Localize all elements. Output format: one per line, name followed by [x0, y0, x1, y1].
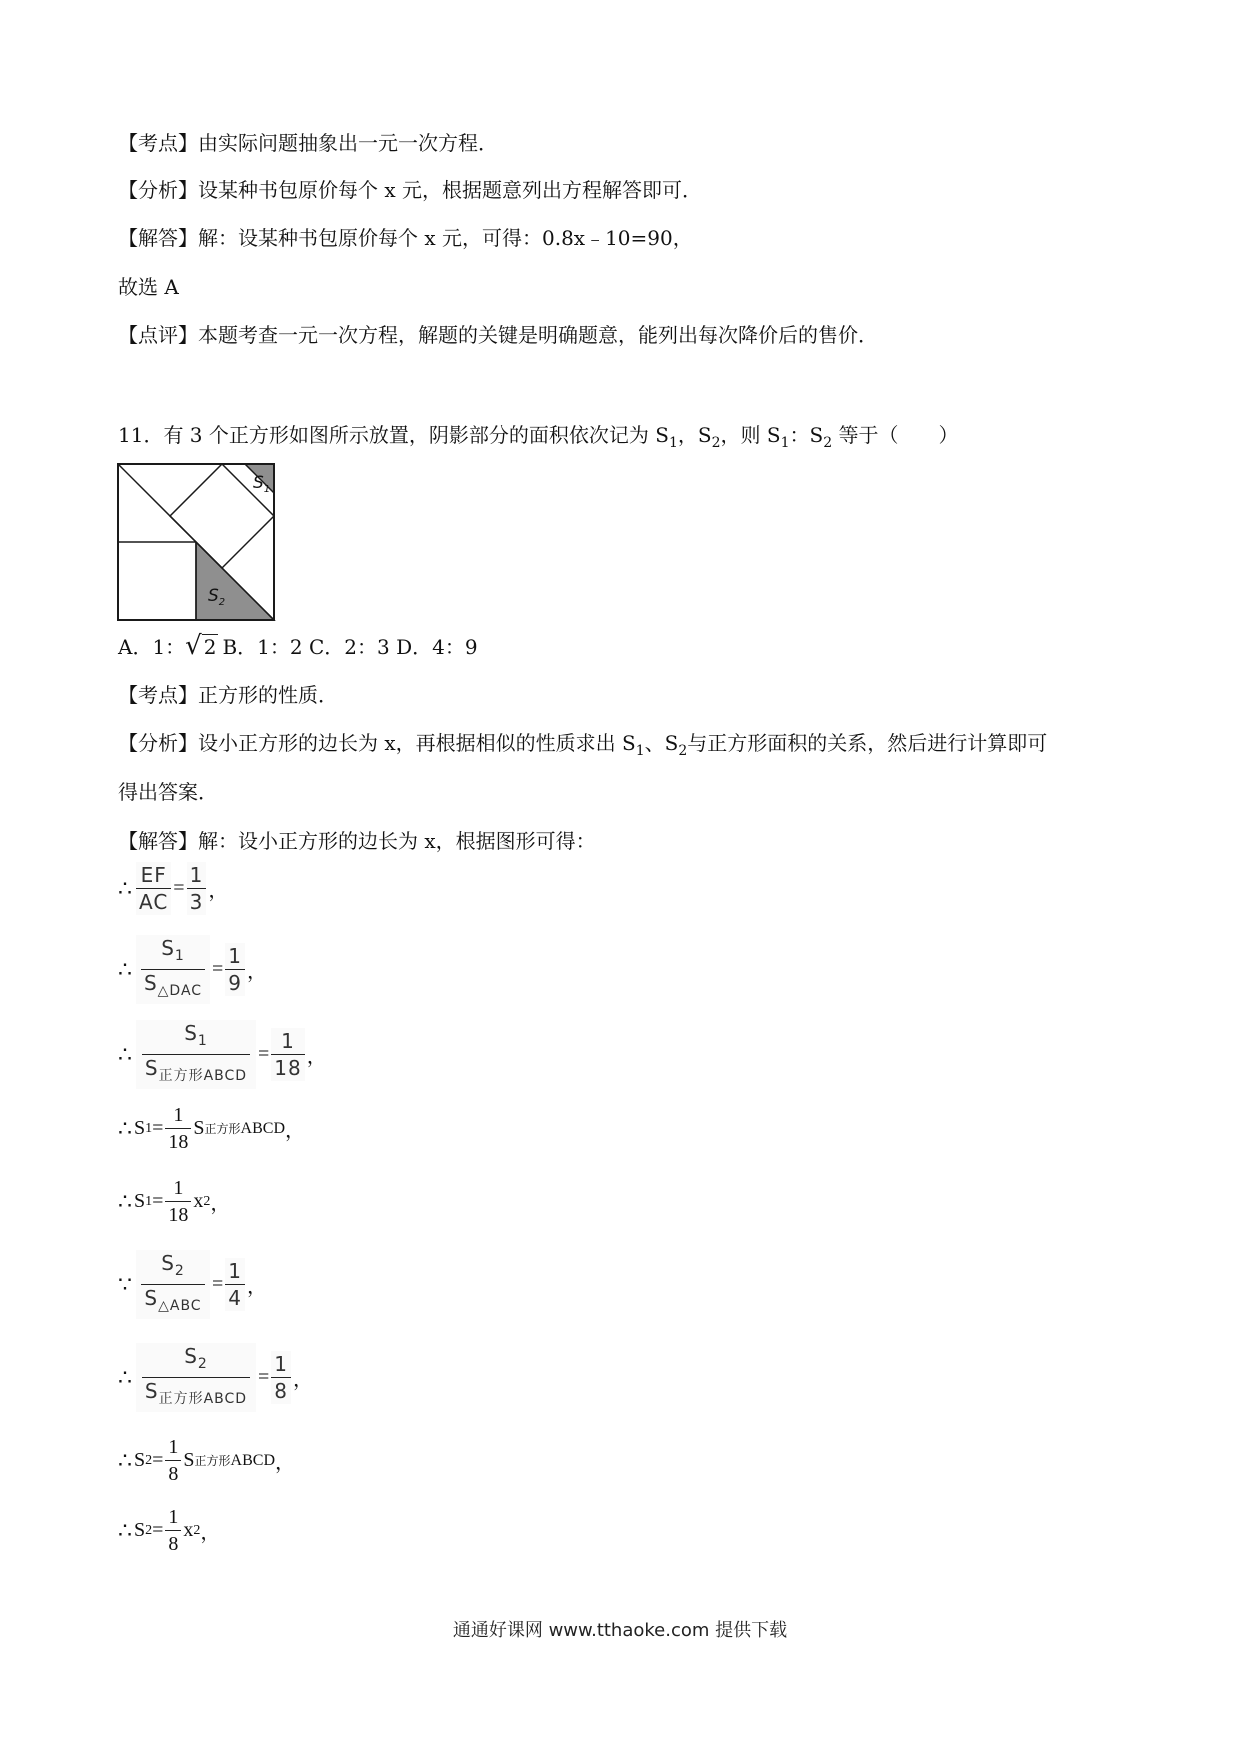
fenxi-line-2a: 【分析】设小正方形的边长为 x，再根据相似的性质求出 $S_1$、$S_2$与正方形面积的关系，然后进行计算即可	[118, 731, 1048, 759]
kaodian-line-1: 【考点】由实际问题抽象出一元一次方程．	[118, 131, 498, 155]
step-s1-square: ∴ $\frac{S_1}{S_{正方形ABCD}}$ = $\frac{1}{18}$ ，	[118, 1020, 327, 1089]
fraction-one-eighteenth-c: $\frac{1}{18}$	[165, 1175, 191, 1228]
dianping-line: 【点评】本题考查一元一次方程，解题的关键是明确题意，能列出每次降价后的售价．	[118, 323, 878, 347]
fraction-one-quarter: $\frac{1}{4}$	[225, 1258, 245, 1311]
fraction-s1-ssquare: $\frac{S_1}{S_{正方形ABCD}}$	[136, 1020, 256, 1089]
answer-line: 故选 A	[118, 275, 179, 299]
fraction-ef-ac: $\frac{EF}{AC}$	[136, 862, 171, 915]
fraction-one-eighth: $\frac{1}{8}$	[271, 1351, 291, 1404]
page-footer: 通通好课网 www.tthaoke.com 提供下载	[452, 1620, 788, 1641]
three-squares-figure	[117, 463, 277, 623]
label-s2: $S_2$	[208, 586, 226, 608]
step-s1-equals-square: ∴ S 1 = $\frac{1}{18}$ S 正方形 ABCD ，	[118, 1104, 305, 1153]
fraction-s2-ssquare: $\frac{S_2}{S_{正方形ABCD}}$	[136, 1343, 256, 1412]
step-ef-ac: ∴ $\frac{EF}{AC}$ = $\frac{1}{3}$ ，	[118, 863, 229, 914]
step-s1-dac: ∴ $\frac{S_1}{S_{\triangle DAC}}$ = $\frac{1}{9}$ ，	[118, 935, 267, 1004]
fraction-one-eighth-b: $\frac{1}{8}$	[165, 1434, 181, 1487]
jieda-line-1: 【解答】解：设某种书包原价每个 x 元，可得：0.8x﹣10=90，	[118, 226, 693, 250]
step-s1-x-squared: ∴ S 1 = $\frac{1}{18}$ x 2 ，	[118, 1177, 231, 1226]
kaodian-line-2: 【考点】正方形的性质．	[118, 683, 338, 707]
label-s1: $S_1$	[253, 473, 271, 495]
fraction-one-eighth-c: $\frac{1}{8}$	[165, 1504, 181, 1557]
fraction-one-eighteenth-b: $\frac{1}{18}$	[165, 1102, 191, 1155]
jieda-line-2: 【解答】解：设小正方形的边长为 x，根据图形可得：	[118, 829, 596, 853]
fenxi-line-2b: 得出答案．	[118, 780, 218, 804]
step-s2-equals-square: ∴ S 2 = $\frac{1}{8}$ S 正方形 ABCD ，	[118, 1436, 295, 1485]
step-s2-x-squared: ∴ S 2 = $\frac{1}{8}$ x 2 ，	[118, 1506, 221, 1555]
fraction-one-eighteenth: $\frac{1}{18}$	[271, 1028, 304, 1081]
fraction-s2-sabc: $\frac{S_2}{S_{\triangle ABC}}$	[136, 1250, 210, 1319]
question-11-options: A．1：√ 2 B．1：2 C．2：3 D．4：9	[118, 631, 478, 661]
question-11-stem: 11．有 3 个正方形如图所示放置，阴影部分的面积依次记为 $S_1$，$S_2$，则 $S_1$：$S_2$ 等于（ ）	[118, 423, 959, 451]
fraction-one-third: $\frac{1}{3}$	[187, 862, 207, 915]
fraction-one-ninth: $\frac{1}{9}$	[225, 943, 245, 996]
fraction-s1-sdac: $\frac{S_1}{S_{\triangle DAC}}$	[136, 935, 210, 1004]
fenxi-line-1: 【分析】设某种书包原价每个 x 元，根据题意列出方程解答即可．	[118, 178, 702, 202]
sqrt-icon: √	[185, 631, 202, 661]
step-s2-abc: ∵ $\frac{S_2}{S_{\triangle ABC}}$ = $\frac{1}{4}$ ，	[118, 1250, 267, 1319]
step-s2-square: ∴ $\frac{S_2}{S_{正方形ABCD}}$ = $\frac{1}{8}$ ，	[118, 1343, 313, 1412]
